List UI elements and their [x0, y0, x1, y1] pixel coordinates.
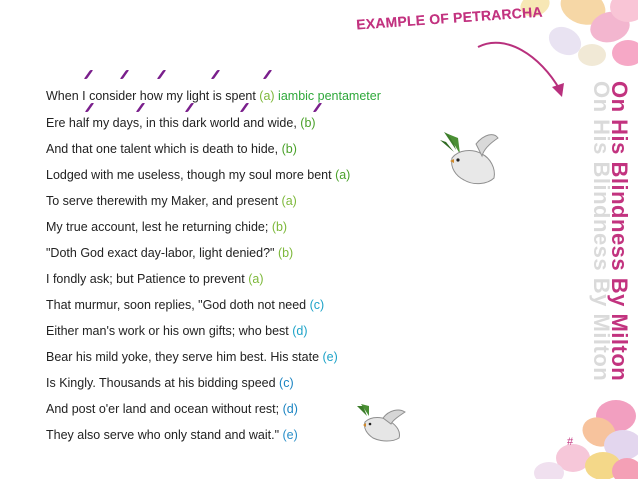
meter-note: iambic pentameter: [274, 89, 381, 103]
page-marker: #: [567, 436, 574, 448]
poem-line-6: [46, 220, 287, 234]
rhyme-tag-d: (d): [292, 324, 308, 338]
rhyme-tag-d: (d): [282, 402, 298, 416]
rhyme-tag-a: (a): [281, 194, 297, 208]
vertical-title-text: On His Blindness By Milton: [607, 81, 632, 382]
rhyme-tag-a: (a): [335, 168, 351, 182]
rhyme-tag-a: (a): [248, 272, 264, 286]
poem-line-7: [46, 246, 293, 260]
poem-line-text: To serve therewith my Maker, and present: [46, 194, 282, 208]
rhyme-tag-e: (e): [282, 428, 298, 442]
poem-line-4: [46, 168, 350, 182]
poem-line-12: [46, 376, 294, 390]
curved-arrow-icon: [470, 35, 580, 110]
rhyme-tag-c: (c): [279, 376, 294, 390]
rhyme-tag-e: (e): [322, 350, 338, 364]
poem-line-text: Either man's work or his own gifts; who best: [46, 324, 293, 338]
poem-line-text: Lodged with me useless, though my soul more bent: [46, 168, 336, 182]
rhyme-tag-c: (c): [309, 298, 325, 312]
poem-line-text: Bear his mild yoke, they serve him best. His state: [46, 350, 323, 364]
poem-line-11: [46, 350, 338, 364]
rhyme-tag-b: (b): [300, 116, 316, 130]
vertical-title-shadow: On His Blindness By Milton: [589, 81, 614, 382]
poem-line-8: [46, 272, 264, 286]
slide-header: EXAMPLE OF PETRARCHA: [355, 3, 544, 33]
poem-line-text: I fondly ask; but Patience to prevent: [46, 272, 249, 286]
poem-line-5: [46, 194, 297, 208]
poem-line-2: [46, 116, 316, 130]
rhyme-tag-b: (b): [281, 142, 297, 156]
rhyme-tag-b: (b): [277, 246, 294, 260]
poem-line-14: [46, 428, 298, 442]
poem-line-text: And that one talent which is death to hide,: [46, 142, 282, 156]
poem-line-text: They also serve who only stand and wait.": [46, 428, 283, 442]
vertical-title: [589, 81, 632, 411]
dove-icon: [353, 400, 409, 444]
rhyme-tag-a: (a): [259, 89, 275, 103]
poem-line-3: [46, 142, 297, 156]
poem-line-text: When I consider how my light is spent: [46, 89, 260, 103]
dove-icon: [438, 128, 502, 192]
poem-line-text: Ere half my days, in this dark world and wide,: [46, 116, 301, 130]
poem-line-10: [46, 324, 308, 338]
poem-line-1: [46, 89, 381, 103]
poem-line-text: Is Kingly. Thousands at his bidding speed: [46, 376, 280, 390]
rhyme-tag-b: (b): [271, 220, 288, 234]
poem-line-text: "Doth God exact day-labor, light denied?": [46, 246, 278, 260]
poem-line-text: And post o'er land and ocean without rest;: [46, 402, 283, 416]
poem-line-13: [46, 402, 298, 416]
poem-line-text: That murmur, soon replies, "God doth not need: [46, 298, 310, 312]
poem-line-text: My true account, lest he returning chide;: [46, 220, 272, 234]
poem-line-9: [46, 298, 324, 312]
